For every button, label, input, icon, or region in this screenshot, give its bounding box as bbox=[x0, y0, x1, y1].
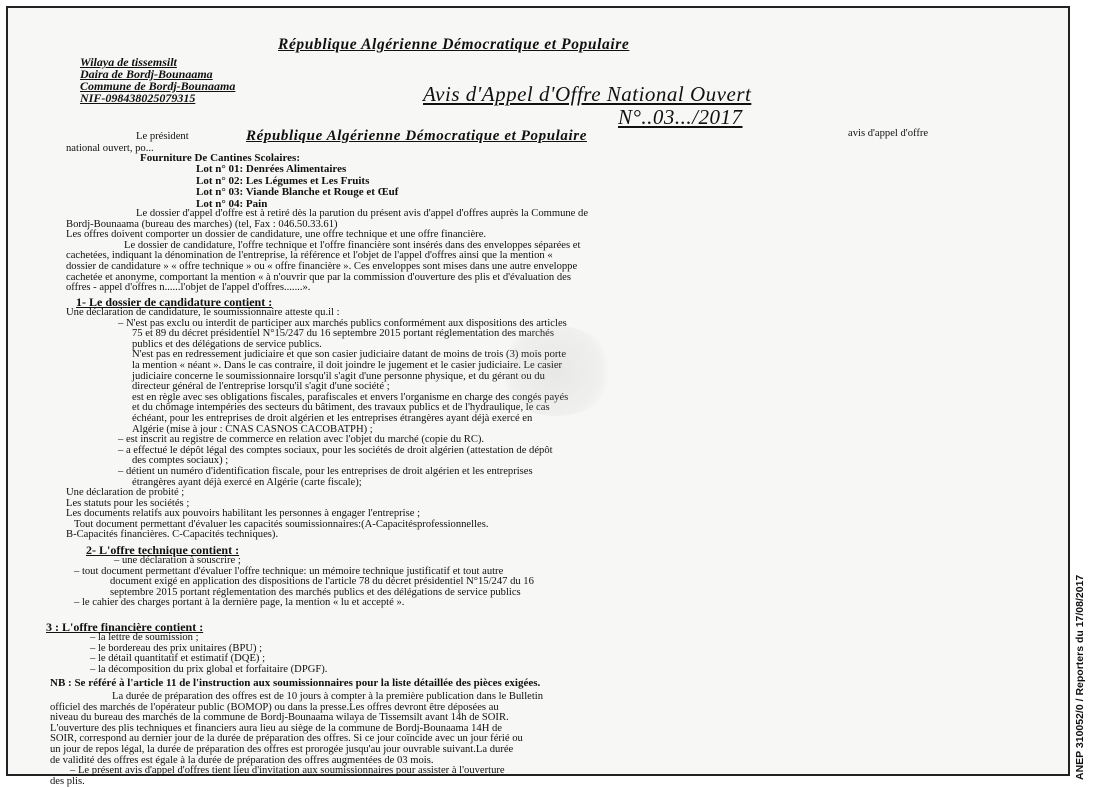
section1-line: étrangères ayant déjà exercé en Algérie (carte fiscale); bbox=[132, 476, 362, 488]
para-line: dossier de candidature » « offre technique » ou « offre financière ». Ces enveloppes sont mises dans une autre enveloppe bbox=[66, 260, 578, 272]
section1-line: 75 et 89 du décret présidentiel N°15/247 du 16 septembre 2015 portant réglementation des marchés bbox=[132, 328, 554, 340]
section1-line: – N'est pas exclu ou interdit de participer aux marchés publics conformément aux dispositions des articles bbox=[118, 317, 567, 329]
section3-body bbox=[90, 633, 327, 675]
section3-line: – le détail quantitatif et estimatif (DQE) ; bbox=[90, 653, 266, 665]
section1-line: judiciaire concerne le soumissionnaire lorsqu'il s'agit d'une personne physique, et du gérant ou du bbox=[132, 370, 545, 382]
closing-line: un jour de repos légal, la durée de préparation des offres est prorogée jusqu'au jour ouvrable suivant.La durée bbox=[50, 743, 514, 755]
section1-line: – détient un numéro d'identification fiscale, pour les entreprises de droit algérien et les entreprises bbox=[118, 465, 533, 477]
section2-line: septembre 2015 portant réglementation des marchés publics et des délégations de service publics bbox=[110, 586, 521, 598]
header-line-wilaya: Wilaya de tissemsilt bbox=[80, 55, 177, 69]
avis-number: N°..03.../2017 bbox=[618, 105, 743, 129]
para-line: Le dossier d'appel d'offre est à retiré dès la parution du présent avis d'appel d'offres auprès la Commune de bbox=[136, 208, 589, 219]
section1-line: échéant, pour les entreprises de droit algérien et les entreprises étrangères ayant déjà exercé en bbox=[132, 412, 533, 424]
para-line: offres - appel d'offres n......l'objet de l'appel d'offres.......». bbox=[66, 282, 311, 294]
intro-line2: national ouvert, po... bbox=[66, 143, 154, 154]
closing-line: de validité des offres est égale à la durée de préparation des offres augmentées de 03 mois. bbox=[50, 754, 434, 766]
section1-line: la mention « néant ». Dans le cas contraire, il doit joindre le jugement et le casier judiciaire. Le casier bbox=[132, 359, 563, 371]
watermark-logo bbox=[496, 326, 616, 416]
para-line: cachetées, indiquant la dénomination de l'entreprise, la référence et l'objet de l'appel d'offres ainsi que la mention « bbox=[66, 250, 553, 262]
section1-line: Une déclaration de probité ; bbox=[66, 487, 185, 499]
section3-line: – la décomposition du prix global et forfaitaire (DPGF). bbox=[90, 663, 328, 675]
section2-line: – le cahier des charges portant à la dernière page, la mention « lu et accepté ». bbox=[74, 597, 405, 609]
section1-line: Une déclaration de candidature, le soumissionnaire atteste qu.il : bbox=[66, 307, 340, 318]
closing-line: des plis. bbox=[50, 775, 85, 787]
lot-item: Lot n° 04: Pain bbox=[196, 197, 268, 210]
section3-line: – le bordereau des prix unitaires (BPU) ; bbox=[90, 642, 263, 654]
avis-title: Avis d'Appel d'Offre National Ouvert bbox=[423, 82, 752, 106]
para-line: Les offres doivent comporter un dossier de candidature, une offre technique et une offre financière. bbox=[66, 229, 487, 241]
section3-line: – la lettre de soumission ; bbox=[90, 632, 199, 643]
section1-line: Algérie (mise à jour : CNAS CASNOS CACOBATPH) ; bbox=[132, 423, 373, 435]
closing-line: L'ouverture des plis techniques et financiers aura lieu au siège de la commune de Bordj-Bounaama 14H de bbox=[50, 722, 502, 734]
closing-line: La durée de préparation des offres est de 10 jours à compter à la première publication dans le Bulletin bbox=[112, 691, 544, 702]
side-caption bbox=[1070, 420, 1092, 780]
lot-item: Lot n° 01: Denrées Alimentaires bbox=[196, 163, 347, 175]
section1-line: Les statuts pour les sociétés ; bbox=[66, 497, 190, 509]
lot-item: Lot n° 03: Viande Blanche et Rouge et Œuf bbox=[196, 186, 399, 199]
header-block bbox=[80, 56, 235, 104]
para-line: Bordj-Bounaama (bureau des marches) (tel, Fax : 046.50.33.61) bbox=[66, 218, 338, 230]
section1-body bbox=[66, 308, 568, 541]
closing-line: – Le présent avis d'appel d'offres tient lieu d'invitation aux soumissionnaires pour assister à l'ouverture bbox=[70, 765, 505, 777]
side-caption-text: ANEP 310052/0 / Reporters du 17/08/2017 bbox=[1074, 574, 1086, 780]
section2-line: – tout document permettant d'évaluer l'offre technique: un mémoire technique justificatif et tout autre bbox=[74, 565, 504, 577]
intro-paragraph bbox=[66, 209, 588, 294]
header-line-daira: Daira de Bordj-Bounaama bbox=[80, 67, 213, 81]
lot-item: Lot n° 02: Les Légumes et Les Fruits bbox=[196, 174, 370, 187]
section1-line: N'est pas en redressement judiciaire et que son casier judiciaire datant de moins de trois (3) mois porte bbox=[132, 349, 567, 361]
closing-line: SOIR, correspond au dernier jour de la durée de préparation des offres. Si ce jour coïncide avec un jour férié ou bbox=[50, 733, 523, 745]
closing-line: officiel des marchés de l'opérateur public (BOMOP) ou dans la presse.Les offres devront être déposées au bbox=[50, 701, 499, 713]
para-line: cachetée et anonyme, comportant la mention « à n'ouvrir que par la commission d'ouverture des plis et d'évaluation des bbox=[66, 271, 571, 283]
section1-line: – est inscrit au registre de commerce en relation avec l'objet du marché (copie du RC). bbox=[118, 434, 485, 446]
lots-list bbox=[196, 164, 398, 210]
section1-title: 1- Le dossier de candidature contient : bbox=[76, 295, 273, 309]
section1-line: publics et des délégations de service publics. bbox=[132, 338, 322, 350]
section2-body bbox=[74, 556, 534, 609]
intro-left: Le président bbox=[136, 131, 189, 142]
para-line: Le dossier de candidature, l'offre technique et l'offre financière sont insérés dans des enveloppes séparées et bbox=[124, 239, 581, 251]
section1-line: et du chômage intempéries des secteurs du bâtiment, des travaux publics et de l'hydraulique, le cas bbox=[132, 402, 550, 414]
section1-line: – a effectué le dépôt légal des comptes sociaux, pour les sociétés de droit algérien (attestation de dépôt bbox=[118, 444, 553, 456]
section1-line: des comptes sociaux) ; bbox=[132, 455, 229, 467]
overlay-title: République Algérienne Démocratique et Populaire bbox=[246, 128, 587, 144]
intro-right: avis d'appel d'offre bbox=[848, 128, 929, 139]
section1-line: directeur général de l'entreprise lorsqu'il s'agit d'une société ; bbox=[132, 381, 390, 393]
republic-title: République Algérienne Démocratique et Populaire bbox=[278, 36, 630, 53]
section1-line: Les documents relatifs aux pouvoirs habilitant les personnes à engager l'entreprise ; bbox=[66, 508, 421, 520]
section1-line: B-Capacités financières. C-Capacités techniques). bbox=[66, 529, 279, 541]
header-line-nif: NIF-098438025079315 bbox=[80, 91, 196, 105]
section2-title: 2- L'offre technique contient : bbox=[86, 543, 240, 557]
newspaper-notice-page bbox=[6, 6, 1070, 787]
closing-paragraph bbox=[50, 692, 543, 787]
section3-title: 3 : L'offre financière contient : bbox=[46, 620, 204, 634]
header-line-commune: Commune de Bordj-Bounaama bbox=[80, 79, 236, 93]
section2-line: document exigé en application des dispositions de l'article 78 du décret présidentiel N°15/247 du 16 bbox=[110, 576, 534, 588]
section1-line: est en règle avec ses obligations fiscales, parafiscales et envers l'organisme en charge des congés payés bbox=[132, 391, 569, 403]
closing-line: niveau du bureau des marchés de la commune de Bordj-Bounaama wilaya de Tissemsilt avant 14h de SOIR. bbox=[50, 712, 509, 724]
fourniture-heading: Fourniture De Cantines Scolaires: bbox=[140, 152, 300, 164]
nb-line: NB : Se référé à l'article 11 de l'instruction aux soumissionnaires pour la liste détaillée des pièces exigées. bbox=[50, 677, 541, 689]
section1-line: Tout document permettant d'évaluer les capacités soumissionnaires:(A-Capacitésprofessionnelles. bbox=[74, 518, 489, 530]
section2-line: – une déclaration à souscrire ; bbox=[114, 555, 241, 566]
